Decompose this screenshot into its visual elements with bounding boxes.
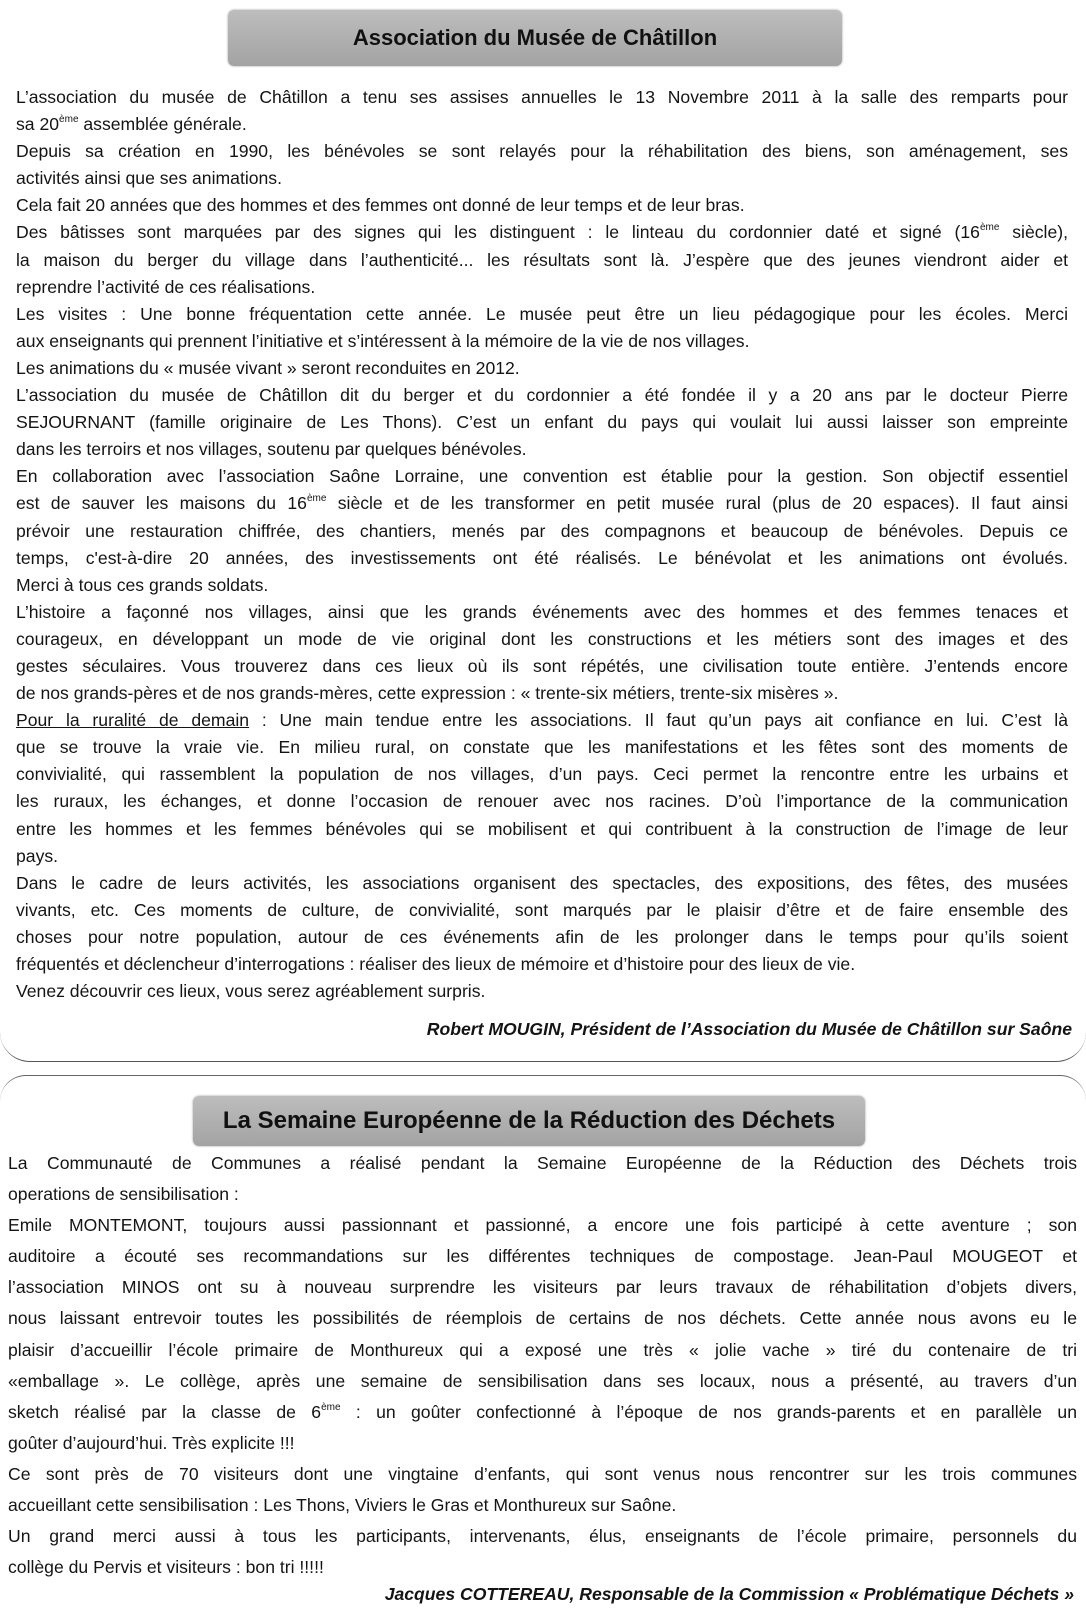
text-run: de nos grands-pères et de nos grands-mères, cette expression : « trente-six métiers, trente-six misères ».: [16, 683, 839, 704]
superscript: ème: [979, 222, 1000, 234]
text-line: [16, 816, 1068, 843]
text-line: [16, 843, 1068, 870]
text-line: [8, 1303, 1077, 1334]
text-line: [16, 301, 1068, 328]
superscript: ème: [321, 1401, 341, 1413]
text-line: [16, 247, 1068, 274]
text-run: operations de sensibilisation :: [8, 1184, 239, 1205]
text-line: [16, 761, 1068, 788]
text-line: [16, 545, 1068, 572]
text-line: [16, 897, 1068, 924]
text-line: [16, 463, 1068, 490]
text-line: [8, 1428, 1077, 1459]
text-run: l’association MINOS ont su à nouveau surprendre les visiteurs par leurs travaux de réhabilitation d’objets divers,: [8, 1277, 1077, 1298]
text-line: [16, 518, 1068, 545]
superscript: ème: [59, 114, 79, 126]
text-line: [8, 1490, 1077, 1521]
text-run: Dans le cadre de leurs activités, les associations organisent des spectacles, des expositions, des fêtes, des musées: [16, 872, 1068, 893]
text-run: aux enseignants qui prennent l’initiative et s’intéressent à la mémoire de la vie de nos villages.: [16, 330, 750, 351]
text-line: [16, 572, 1068, 599]
text-run: SEJOURNANT (famille originaire de Les Thons). C’est un enfant du pays qui voulait lui aussi laisser son empreinte: [16, 412, 1068, 433]
text-run: gestes séculaires. Vous trouverez dans ces lieux où ils sont répétés, une civilisation toute entière. J’entends encore: [16, 655, 1068, 676]
text-run: entre les hommes et les femmes bénévoles qui se mobilisent et qui contribuent à la construction de l’image de leur: [16, 818, 1068, 839]
text-line: [8, 1521, 1077, 1552]
article-title: La Semaine Européenne de la Réduction des Déchets: [193, 1096, 865, 1146]
text-run: vivants, etc. Ces moments de culture, de convivialité, sont marqués par le plaisir d’être et de faire ensemble des: [16, 899, 1068, 920]
text-run: plaisir d’accueillir l’école primaire de Monthureux qui a exposé une très « jolie vache » tiré du contenaire de tri: [8, 1339, 1077, 1360]
text-line: [16, 111, 1068, 138]
text-run: reprendre l’activité de ces réalisations.: [16, 276, 316, 297]
text-line: [8, 1272, 1077, 1303]
text-run: L’association du musée de Châtillon dit du berger et du cordonnier a été fondée il y a 20 ans par le docteur Pierre: [16, 385, 1068, 406]
text-line: [16, 328, 1068, 355]
text-run: Venez découvrir ces lieux, vous serez agréablement surpris.: [16, 981, 486, 1002]
text-line: [16, 138, 1068, 165]
text-line: [16, 382, 1068, 409]
text-line: [8, 1552, 1077, 1583]
text-run: Cela fait 20 années que des hommes et des femmes ont donné de leur temps et de leur bras.: [16, 195, 745, 216]
text-run: En collaboration avec l’association Saône Lorraine, une convention est établie pour la gestion. Son objectif essentiel: [16, 466, 1068, 487]
text-line: [16, 355, 1068, 382]
text-line: [8, 1335, 1077, 1366]
text-line: [8, 1241, 1077, 1272]
text-run: convivialité, qui rassemblent la population de nos villages, d’un pays. Ceci permet la rencontre entre les urbains et: [16, 764, 1068, 785]
article-body: [8, 1148, 1077, 1583]
text-line: [16, 788, 1068, 815]
text-run: Ce sont près de 70 visiteurs dont une vingtaine d’enfants, qui sont venus nous rencontrer sur les trois communes: [8, 1463, 1077, 1484]
text-run: prévoir une restauration chiffrée, des chantiers, menés par des compagnons et beaucoup de bénévoles. Depuis ce: [16, 520, 1068, 541]
text-run: siècle et de les transformer en petit musée rural (plus de 20 espaces). Il faut ainsi: [326, 493, 1068, 514]
text-run: : Une main tendue entre les associations. Il faut qu’un pays ait confiance en lui. C’est là: [249, 710, 1069, 731]
text-run: pays.: [16, 845, 59, 866]
text-line: [8, 1148, 1077, 1179]
text-line: [16, 870, 1068, 897]
text-line: [16, 599, 1068, 626]
text-line: [16, 680, 1068, 707]
text-line: [16, 626, 1068, 653]
text-line: [16, 436, 1068, 463]
text-run: L’association du musée de Châtillon a tenu ses assises annuelles le 13 Novembre 2011 à la salle des remparts pour: [16, 87, 1068, 107]
text-run: activités ainsi que ses animations.: [16, 168, 282, 189]
text-line: [16, 165, 1068, 192]
text-run: temps, c'est-à-dire 20 années, des investissements ont été réalisés. Le bénévolat et les animations ont évolués.: [16, 547, 1068, 568]
text-run: courageux, en développant un mode de vie original dont les constructions et les métiers sont des images et des: [16, 628, 1068, 649]
text-run: La Communauté de Communes a réalisé pendant la Semaine Européenne de la Réduction des Déchets trois: [8, 1153, 1077, 1173]
text-run: L’histoire a façonné nos villages, ainsi que les grands événements avec des hommes et des femmes tenaces et: [16, 601, 1068, 622]
text-line: [16, 84, 1068, 111]
article-signature: Jacques COTTEREAU, Responsable de la Commission « Problématique Déchets »: [384, 1584, 1074, 1604]
text-run: que se trouve la vraie vie. En milieu rural, on constate que les manifestations et les fêtes sont des moments de: [16, 737, 1068, 758]
text-run: Depuis sa création en 1990, les bénévoles se sont relayés pour la réhabilitation des biens, son aménagement, ses: [16, 141, 1068, 162]
text-line: [8, 1459, 1077, 1490]
text-line: [16, 978, 1068, 1005]
superscript: ème: [306, 493, 327, 505]
text-run: Merci à tous ces grands soldats.: [16, 574, 269, 595]
text-run: Un grand merci aussi à tous les participants, intervenants, élus, enseignants de l’école primaire, personnels du: [8, 1526, 1077, 1547]
text-line: [16, 192, 1068, 219]
text-run: fréquentés et déclencheur d’interrogations : réaliser des lieux de mémoire et d’histoire pour des lieux de vie.: [16, 954, 856, 974]
text-line: [16, 951, 1068, 978]
text-line: [8, 1397, 1077, 1428]
text-line: [16, 707, 1068, 734]
text-line: [8, 1366, 1077, 1397]
text-line: [16, 274, 1068, 301]
article-signature: Robert MOUGIN, Président de l’Association du Musée de Châtillon sur Saône: [426, 1019, 1072, 1039]
text-line: [16, 490, 1068, 517]
text-line: [16, 219, 1068, 246]
text-run: est de sauver les maisons du 16: [16, 493, 307, 514]
text-run: Les animations du « musée vivant » seront reconduites en 2012.: [16, 357, 520, 378]
text-run: Des bâtisses sont marquées par des signes qui les distinguent : le linteau du cordonnier daté et signé (16: [16, 222, 980, 243]
text-run: choses pour notre population, autour de ces événements afin de les prolonger dans le temps pour qu’ils soient: [16, 926, 1068, 947]
text-run: Emile MONTEMONT, toujours aussi passionnant et passionné, a encore une fois participé à cette aventure ; son: [8, 1215, 1077, 1236]
text-run: goûter d’aujourd’hui. Très explicite !!!: [8, 1432, 295, 1453]
text-run: assemblée générale.: [78, 114, 247, 135]
text-run: auditoire a écouté ses recommandations sur les différentes techniques de compostage. Jean-Paul MOUGEOT et: [8, 1246, 1077, 1267]
text-line: [8, 1179, 1077, 1210]
text-line: [16, 734, 1068, 761]
text-run: sa 20: [16, 114, 60, 135]
text-run: dans les terroirs et nos villages, soutenu par quelques bénévoles.: [16, 439, 527, 460]
text-run: les ruraux, les échanges, et donne l’occasion de renouer avec nos racines. D’où l’importance de la communication: [16, 791, 1068, 812]
article-title: Association du Musée de Châtillon: [228, 10, 842, 66]
text-run: sketch réalisé par la classe de 6: [8, 1401, 322, 1422]
text-line: [16, 924, 1068, 951]
text-run: la maison du berger du village dans l’authenticité... les résultats sont là. J’espère que des jeunes viendront aider et: [16, 249, 1068, 270]
text-line: [16, 409, 1068, 436]
text-run: : un goûter confectionné à l’époque de nos grands-parents et en parallèle un: [340, 1401, 1077, 1422]
text-run: «emballage ». Le collège, après une semaine de sensibilisation dans ses locaux, nous a présenté, au travers d’un: [8, 1370, 1077, 1391]
text-run: siècle),: [999, 222, 1068, 243]
text-run: accueillant cette sensibilisation : Les Thons, Viviers le Gras et Monthureux sur Saône.: [8, 1495, 677, 1516]
text-run: nous laissant entrevoir toutes les possibilités de réemplois de certains de nos déchets. Cette année nous avons eu le: [8, 1308, 1077, 1329]
text-run: Pour la ruralité de demain: [16, 710, 250, 731]
text-line: [8, 1210, 1077, 1241]
text-line: [16, 653, 1068, 680]
text-run: Les visites : Une bonne fréquentation cette année. Le musée peut être un lieu pédagogique pour les écoles. Merci: [16, 303, 1068, 324]
text-run: collège du Pervis et visiteurs : bon tri !!!!!: [8, 1557, 324, 1578]
article-body: [16, 84, 1068, 1005]
